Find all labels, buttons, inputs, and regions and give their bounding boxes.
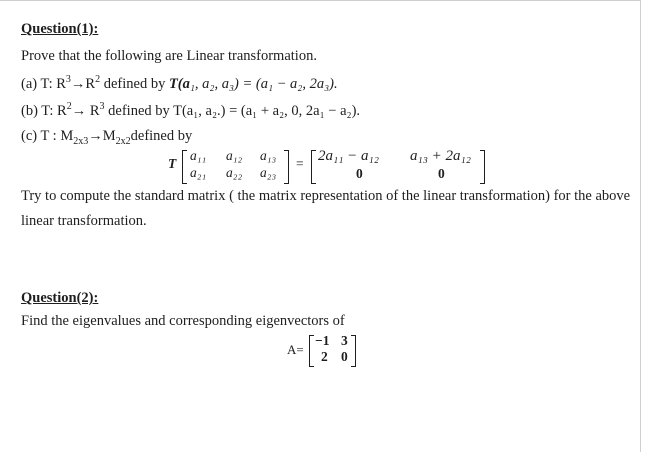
- rhs-cell: 0: [356, 166, 363, 181]
- lhs-bracket-right: [284, 150, 289, 184]
- matrix-a-cell: 2: [321, 349, 328, 364]
- transformation-symbol: T: [168, 156, 177, 171]
- lhs-cell: a₁₃: [260, 148, 277, 163]
- rhs-cell: 2a₁₁ − a₁₂: [318, 148, 379, 164]
- lhs-cell: a₁₁: [190, 148, 207, 163]
- lhs-cell: a₂₁: [190, 165, 207, 180]
- matrix-a-cell: 3: [341, 333, 348, 348]
- matrix-a: [287, 333, 377, 369]
- rhs-cell: a₁₃ + 2a₁₂: [410, 148, 471, 164]
- rhs-bracket-right: [480, 150, 485, 184]
- question-1-task-line-1: Try to compute the standard matrix ( the matrix representation of the linear transformation) for the above: [21, 188, 631, 204]
- matrix-a-cell: −1: [315, 333, 330, 348]
- equals-sign: =: [296, 156, 304, 171]
- rhs-bracket-left: [311, 150, 316, 184]
- question-2-text: Find the eigenvalues and corresponding eigenvectors of: [21, 313, 345, 329]
- matrix-a-bracket-left: [309, 335, 314, 367]
- question-1-part-b: (b) T: $R^2\to R^3$ defined by T(a₁, a₂.) = (a₁ + a₂, 0, 2a₁ − a₂).: [21, 101, 361, 119]
- lhs-cell: a₂₃: [260, 165, 277, 180]
- transformation-equation: [168, 148, 498, 186]
- page-border-top: [0, 0, 640, 1]
- matrix-a-bracket-right: [351, 335, 356, 367]
- question-1-task-line-2: linear transformation.: [21, 213, 147, 229]
- lhs-cell: a₂₂: [226, 165, 243, 180]
- matrix-a-cell: 0: [341, 349, 348, 364]
- question-2-heading: Question(2):: [21, 290, 99, 306]
- rhs-cell: 0: [438, 166, 445, 181]
- question-1-heading: Question(1):: [21, 21, 99, 37]
- question-1-intro: Prove that the following are Linear transformation.: [21, 48, 317, 64]
- lhs-cell: a₁₂: [226, 148, 243, 163]
- page-border-right: [640, 0, 641, 452]
- matrix-a-label: A=: [287, 342, 304, 357]
- question-1-part-a: (a) T: $R^3\to R^2$ defined by T(a₁, a₂, a₃) = (a₁ − a₂, 2a₃).: [21, 74, 338, 92]
- lhs-bracket-left: [182, 150, 187, 184]
- question-1-part-c: (c) T : $M_{2x3}\to M_{2x2}defined$ by: [21, 128, 193, 147]
